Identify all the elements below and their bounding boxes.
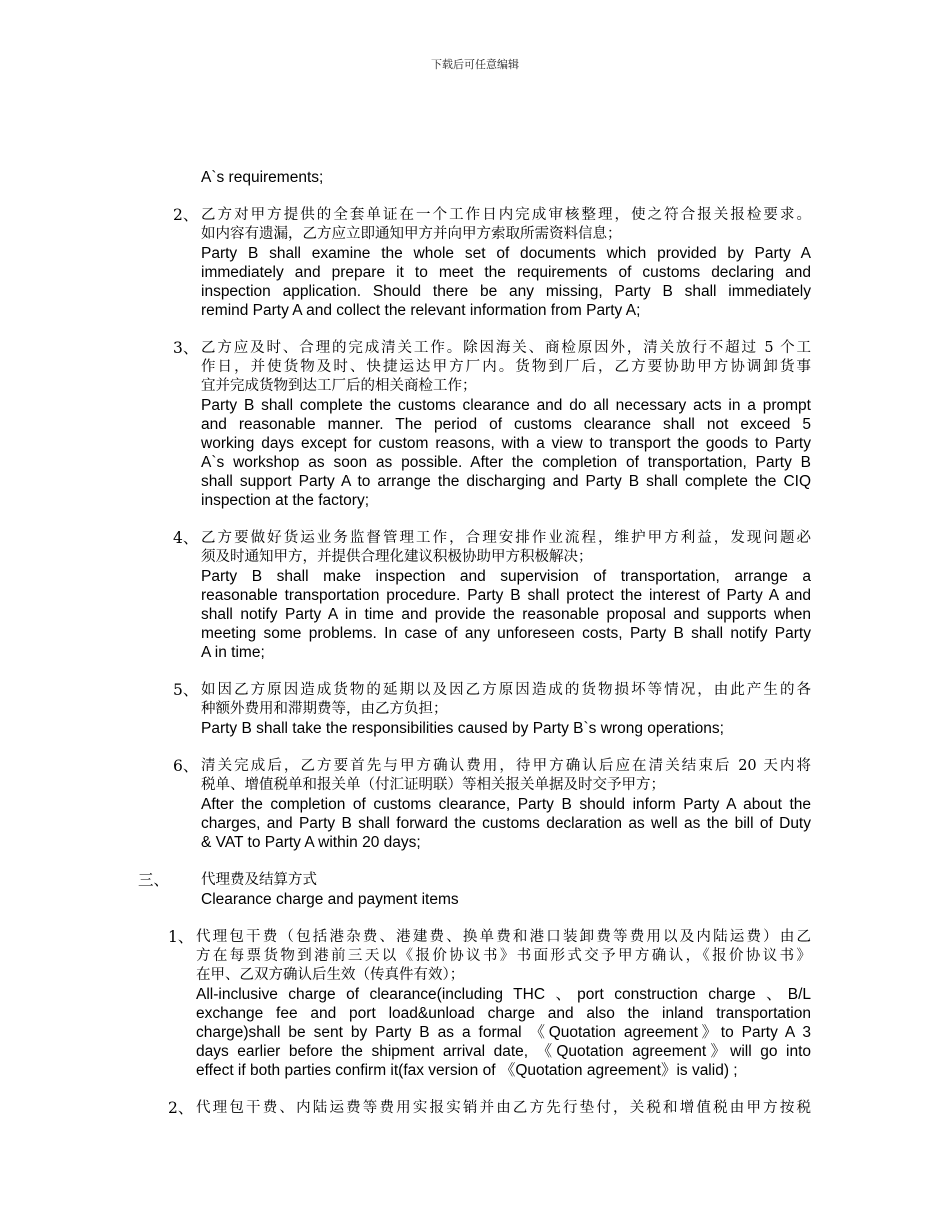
clause-en-line: After the completion of customs clearance, Party B should inform Party A about the	[201, 796, 811, 813]
clause-number: 3、	[173, 339, 199, 357]
clause-en-line: Party B shall take the responsibilities caused by Party B`s wrong operations;	[201, 720, 724, 737]
clause-3	[0, 339, 950, 510]
clause-en-line: immediately and prepare it to meet the requirements of customs declaring and	[201, 264, 811, 281]
clause-cn-line: 方在每票货物到港前三天以《报价协议书》书面形式交予甲方确认，《报价协议书》	[196, 948, 811, 964]
section-title-en: Clearance charge and payment items	[201, 891, 459, 908]
clause-en-line: inspection application. Should there be any missing, Party B shall immediately	[201, 283, 811, 300]
subclause-2	[0, 1099, 950, 1118]
clause-en-line: shall notify Party A in time and provide the reasonable proposal and supports when	[201, 606, 811, 623]
subclause-number: 2、	[168, 1099, 194, 1117]
clause-en-line: All-inclusive charge of clearance(including THC 、port construction charge 、B/L	[196, 986, 811, 1003]
section-title-cn: 代理费及结算方式	[201, 872, 317, 888]
clause-en-line: charges, and Party B shall forward the customs declaration as well as the bill of Duty	[201, 815, 811, 832]
clause-en-line: working days except for custom reasons, with a view to transport the goods to Party	[201, 435, 811, 452]
clause-cn-line: 如内容有遗漏，乙方应立即通知甲方并向甲方索取所需资料信息；	[201, 226, 622, 242]
clause-5	[0, 681, 950, 738]
clause-6	[0, 757, 950, 852]
clause-en-line: charge)shall be sent by Party B as a formal 《Quotation agreement》to Party A 3	[196, 1024, 811, 1041]
clause-number: 2、	[173, 206, 199, 224]
section-3-heading	[0, 871, 950, 909]
subclause-number: 1、	[168, 928, 194, 946]
clause-en-line: A`s workshop as soon as possible. After the completion of transportation, Party B	[201, 454, 811, 471]
clause-en-line: reasonable transportation procedure. Party B shall protect the interest of Party A and	[201, 587, 811, 604]
clause-en-line: remind Party A and collect the relevant information from Party A;	[201, 302, 641, 319]
clause-number: 6、	[173, 757, 199, 775]
clause-en-line: meeting some problems. In case of any unforeseen costs, Party B shall notify Party	[201, 625, 811, 642]
section-number: 三、	[138, 871, 170, 889]
clause-cn-line: 代理包干费（包括港杂费、港建费、换单费和港口装卸费等费用以及内陆运费）由乙	[196, 929, 811, 945]
clause-en-line: Party B shall complete the customs clearance and do all necessary acts in a prompt	[201, 397, 811, 414]
clause-cn-line: 乙方对甲方提供的全套单证在一个工作日内完成审核整理，使之符合报关报检要求。	[201, 207, 811, 223]
clause-cn-line: 税单、增值税单和报关单（付汇证明联）等相关报关单据及时交予甲方；	[201, 777, 665, 793]
clause-cn-line: 乙方应及时、合理的完成清关工作。除因海关、商检原因外，清关放行不超过 5 个工	[201, 340, 811, 356]
continued-text: A`s requirements;	[201, 169, 324, 186]
clause-cn-line: 乙方要做好货运业务监督管理工作，合理安排作业流程，维护甲方利益，发现问题必	[201, 530, 811, 546]
page-header: 下载后可任意编辑	[431, 58, 519, 71]
clause-cn-line: 清关完成后，乙方要首先与甲方确认费用，待甲方确认后应在清关结束后 20 天内将	[201, 758, 811, 774]
clause-en-line: shall support Party A to arrange the discharging and Party B shall complete the CIQ	[201, 473, 811, 490]
clause-cn-line: 如因乙方原因造成货物的延期以及因乙方原因造成的货物损坏等情况，由此产生的各	[201, 682, 811, 698]
document-body	[0, 168, 950, 1118]
clause-cn-line: 在甲、乙双方确认后生效（传真件有效）；	[196, 967, 465, 983]
clause-number: 4、	[173, 529, 199, 547]
clause-en-line: A in time;	[201, 644, 265, 661]
clause-number: 5、	[173, 681, 199, 699]
clause-en-line: Party B shall examine the whole set of documents which provided by Party A	[201, 245, 811, 262]
clause-cn-line: 代理包干费、内陆运费等费用实报实销并由乙方先行垫付，关税和增值税由甲方按税	[196, 1100, 811, 1116]
clause-cn-line: 须及时通知甲方，并提供合理化建议积极协助甲方积极解决；	[201, 549, 593, 565]
clause-cn-line: 种额外费用和滞期费等，由乙方负担；	[201, 701, 448, 717]
clause-en-line: Party B shall make inspection and supervision of transportation, arrange a	[201, 568, 811, 585]
clause-cn-line: 宜并完成货物到达工厂后的相关商检工作；	[201, 378, 477, 394]
clause-en-line: and reasonable manner. The period of customs clearance shall not exceed 5	[201, 416, 811, 433]
clause-en-line: inspection at the factory;	[201, 492, 370, 509]
clause-en-line: exchange fee and port load&unload charge and also the inland transportation	[196, 1005, 811, 1022]
subclause-1	[0, 928, 950, 1080]
clause-2	[0, 206, 950, 320]
clause-4	[0, 529, 950, 662]
clause-en-line: effect if both parties confirm it(fax version of 《Quotation agreement》is valid) ;	[196, 1062, 738, 1079]
clause-cn-line: 作日，并使货物及时、快捷运达甲方厂内。货物到厂后，乙方要协助甲方协调卸货事	[201, 359, 811, 375]
clause-en-line: days earlier before the shipment arrival date, 《Quotation agreement》will go into	[196, 1043, 811, 1060]
clause-en-line: & VAT to Party A within 20 days;	[201, 834, 421, 851]
